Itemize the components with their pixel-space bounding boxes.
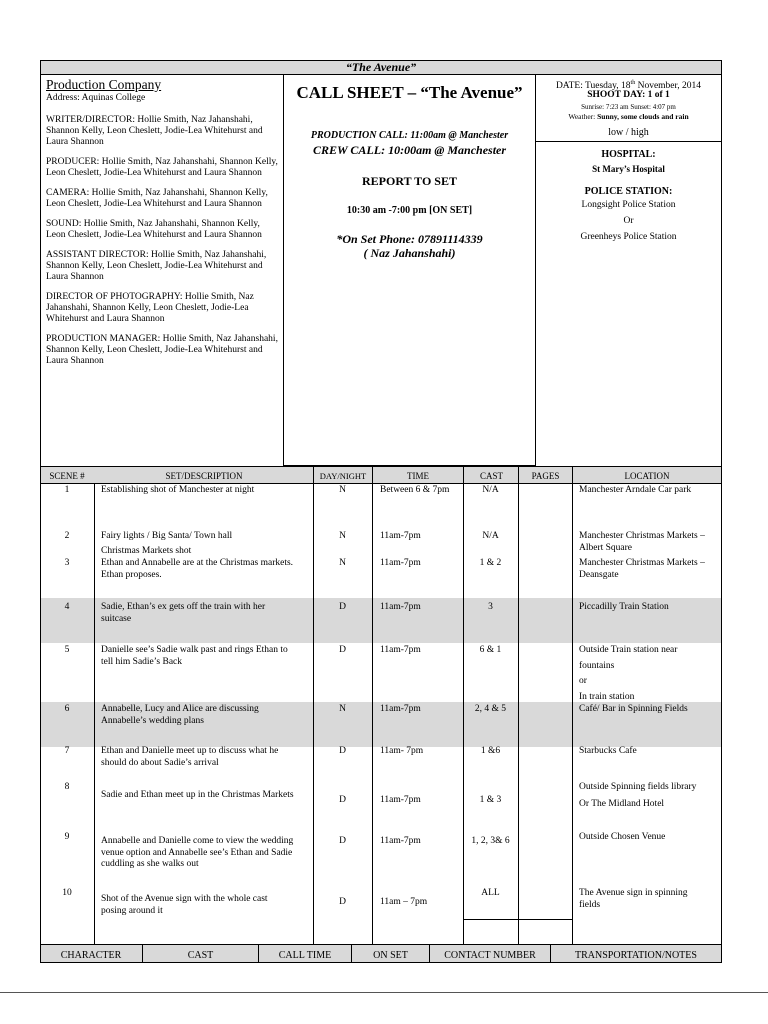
- location-line: fountains: [579, 660, 615, 671]
- description-line: Sadie, Ethan’s ex gets off the train with her: [101, 602, 266, 612]
- description-line: suitcase: [101, 613, 132, 624]
- crew-camera: CAMERA: Hollie Smith, Naz Jahanshahi, Shannon Kelly, Leon Cheslett, Jodie-Lea Whitehurst and Laura Shannon: [46, 188, 268, 209]
- scene-number: 10: [62, 888, 72, 898]
- location-line: fields: [579, 899, 601, 910]
- location: [579, 704, 721, 716]
- crew-list: [46, 115, 278, 376]
- cast: N/A: [482, 531, 499, 541]
- company-name: Production Company: [46, 77, 162, 92]
- cast: N/A: [482, 485, 499, 495]
- cast: 1 & 2: [479, 558, 502, 568]
- scene-description: [101, 558, 311, 581]
- description-line: Sadie and Ethan meet up in the Christmas Markets: [101, 790, 294, 800]
- description-line: Ethan and Danielle meet up to discuss what he: [101, 746, 279, 756]
- location-line: Manchester Arndale Car park: [579, 485, 692, 495]
- location: [579, 602, 721, 614]
- day-night: D: [339, 602, 346, 612]
- shoot-info-box: [536, 74, 722, 142]
- time: 11am-7pm: [380, 704, 421, 714]
- footer-transportation-notes: TRANSPORTATION/NOTES: [575, 950, 697, 961]
- scene-description: [101, 485, 311, 497]
- title-bar: [40, 60, 722, 75]
- description-line: tell him Sadie’s Back: [101, 656, 183, 667]
- call-box: [283, 74, 536, 466]
- description-line: should do about Sadie’s arrival: [101, 757, 219, 768]
- location: [579, 888, 721, 911]
- hospital-name: St Mary’s Hospital: [592, 164, 665, 174]
- shoot-day: SHOOT DAY: 1 of 1: [587, 90, 670, 100]
- location: [579, 645, 721, 703]
- location-line: Manchester Christmas Markets –: [579, 558, 705, 568]
- location-line: Outside Spinning fields library: [579, 782, 697, 792]
- location: [579, 558, 721, 581]
- location-line: Or The Midland Hotel: [579, 798, 665, 809]
- description-line: Annabelle and Danielle come to view the wedding: [101, 836, 294, 846]
- description-line: Ethan and Annabelle are at the Christmas markets.: [101, 558, 294, 568]
- header-scene: SCENE #: [49, 471, 85, 481]
- description-line: Ethan proposes.: [101, 569, 162, 580]
- location-line: or: [579, 676, 587, 686]
- emergency-box: [536, 142, 722, 466]
- description-line: Fairy lights / Big Santa/ Town hall: [101, 531, 233, 541]
- scene-number: 4: [64, 602, 70, 612]
- hospital-label: HOSPITAL:: [601, 149, 656, 160]
- scene-description: [101, 746, 311, 769]
- location: [579, 832, 721, 844]
- scene-number: 2: [64, 531, 70, 541]
- header-day-night: DAY/NIGHT: [319, 471, 367, 481]
- location-line: In train station: [579, 691, 635, 702]
- location-line: The Avenue sign in spinning: [579, 888, 688, 898]
- time: 11am- 7pm: [380, 746, 424, 756]
- description-line: Shot of the Avenue sign with the whole cast: [101, 894, 268, 904]
- cast: 6 & 1: [479, 645, 502, 655]
- header-location: LOCATION: [624, 471, 670, 481]
- location: [579, 531, 721, 554]
- time: 11am-7pm: [380, 795, 421, 805]
- scene-description: [101, 790, 311, 802]
- time: Between 6 & 7pm: [380, 485, 450, 495]
- production-call: PRODUCTION CALL: 11:00am @ Manchester: [310, 130, 509, 141]
- time: 11am-7pm: [380, 531, 421, 541]
- footer-contact-number: CONTACT NUMBER: [444, 950, 536, 961]
- footer-on-set: ON SET: [373, 950, 408, 961]
- day-night: D: [339, 645, 346, 655]
- location: [579, 485, 721, 497]
- day-night: N: [339, 531, 346, 541]
- footer-call-time: CALL TIME: [278, 950, 332, 961]
- police-station-2: Greenheys Police Station: [580, 232, 677, 242]
- scene-number: 3: [64, 558, 70, 568]
- time: 11am-7pm: [380, 836, 421, 846]
- call-sheet-heading: CALL SHEET – “The Avenue”: [296, 83, 523, 102]
- location: [579, 746, 721, 758]
- location-line: Piccadilly Train Station: [579, 602, 669, 612]
- set-hours: 10:30 am -7:00 pm [ON SET]: [346, 205, 473, 216]
- crew-director-of-photography: DIRECTOR OF PHOTOGRAPHY: Hollie Smith, Naz Jahanshahi, Shannon Kelly, Leon Cheslett, Jodie-Lea Whitehurst and Laura Shannon: [46, 292, 254, 324]
- day-night: N: [339, 558, 346, 568]
- description-line: Danielle see’s Sadie walk past and rings Ethan to: [101, 645, 288, 655]
- day-night: N: [339, 485, 346, 495]
- production-box: [40, 74, 283, 466]
- scene-description: [101, 704, 311, 727]
- scene-description: [101, 602, 311, 625]
- police-label: POLICE STATION:: [584, 186, 673, 197]
- header-time: TIME: [407, 471, 429, 481]
- scene-description: [101, 531, 311, 557]
- cast: 1, 2, 3& 6: [471, 836, 510, 846]
- scene-description: [101, 645, 311, 668]
- scene-description: [101, 836, 311, 871]
- weather: Weather: Sunny, some clouds and rain: [568, 112, 689, 121]
- cast: 3: [488, 602, 493, 612]
- crew-writer-director: WRITER/DIRECTOR: Hollie Smith, Naz Jahanshahi, Shannon Kelly, Leon Cheslett, Jodie-Lea Whitehurst and Laura Shannon: [46, 115, 263, 147]
- location-line: Deansgate: [579, 569, 619, 580]
- shoot-date: DATE: Tuesday, 18th November, 2014: [555, 80, 702, 92]
- description-line: Annabelle, Lucy and Alice are discussing: [101, 704, 259, 714]
- scene-description: [101, 894, 311, 917]
- temperature: low / high: [608, 127, 649, 138]
- page-bottom-rule: [0, 992, 768, 993]
- scene-number: 8: [64, 782, 70, 792]
- scene-number: 6: [64, 704, 70, 714]
- location-line: Outside Chosen Venue: [579, 832, 666, 842]
- on-set-phone-name: ( Naz Jahanshahi): [363, 246, 456, 260]
- company-address: Address: Aquinas College: [46, 93, 146, 103]
- time: 11am-7pm: [380, 602, 421, 612]
- day-night: D: [339, 795, 346, 805]
- title-text: “The Avenue”: [345, 60, 417, 74]
- location: [579, 782, 721, 810]
- day-night: N: [339, 704, 346, 714]
- description-line: venue option and Annabelle see’s Ethan and Sadie: [101, 847, 293, 858]
- location-line: Starbucks Cafe: [579, 746, 637, 756]
- crew-producer: PRODUCER: Hollie Smith, Naz Jahanshahi, Shannon Kelly, Leon Cheslett, Jodie-Lea Whitehurst and Laura Shannon: [46, 157, 278, 178]
- time: 11am – 7pm: [380, 897, 428, 907]
- description-line: Christmas Markets shot: [101, 545, 192, 556]
- crew-production-manager: PRODUCTION MANAGER: Hollie Smith, Naz Jahanshahi, Shannon Kelly, Leon Cheslett, Jodie-Lea Whitehurst and Laura Shannon: [46, 334, 278, 366]
- sun-times: Sunrise: 7:23 am Sunset: 4:07 pm: [581, 103, 676, 111]
- report-to-set: REPORT TO SET: [362, 174, 457, 188]
- location-line: Café/ Bar in Spinning Fields: [579, 704, 688, 714]
- footer-cast: CAST: [187, 950, 214, 961]
- scene-number: 5: [64, 645, 70, 655]
- footer-character: CHARACTER: [60, 950, 122, 961]
- location-line: Outside Train station near: [579, 645, 678, 655]
- location-line: Manchester Christmas Markets –: [579, 531, 705, 541]
- cast: 1 &6: [480, 746, 501, 756]
- cast: ALL: [481, 888, 500, 898]
- day-night: D: [339, 746, 346, 756]
- day-night: D: [339, 897, 346, 907]
- description-line: cuddling as she walks out: [101, 859, 199, 869]
- description-line: posing around it: [101, 905, 163, 916]
- crew-assistant-director: ASSISTANT DIRECTOR: Hollie Smith, Naz Jahanshahi, Shannon Kelly, Leon Cheslett, Jodie-Lea Whitehurst and Laura Shannon: [46, 250, 267, 282]
- police-station-1: Longsight Police Station: [581, 200, 676, 210]
- crew-call: CREW CALL: 10:00am @ Manchester: [312, 143, 507, 157]
- time: 11am-7pm: [380, 558, 421, 568]
- scene-number: 7: [64, 746, 70, 756]
- header-pages: PAGES: [531, 471, 560, 481]
- header-cast: CAST: [479, 471, 503, 481]
- header-set-description: SET/DESCRIPTION: [165, 471, 243, 481]
- time: 11am-7pm: [380, 645, 421, 655]
- description-line: Establishing shot of Manchester at night: [101, 485, 255, 495]
- crew-sound: SOUND: Hollie Smith, Naz Jahanshahi, Shannon Kelly, Leon Cheslett, Jodie-Lea Whitehurst and Laura Shannon: [46, 219, 262, 240]
- location-line: Albert Square: [579, 542, 633, 553]
- scene-number: 1: [64, 485, 70, 495]
- police-or: Or: [623, 216, 634, 226]
- on-set-phone: *On Set Phone: 07891114339: [336, 232, 483, 246]
- cast: 1 & 3: [479, 795, 502, 805]
- description-line: Annabelle’s wedding plans: [101, 715, 204, 726]
- scene-number: 9: [64, 832, 70, 842]
- day-night: D: [339, 836, 346, 846]
- cast: 2, 4 & 5: [474, 704, 507, 714]
